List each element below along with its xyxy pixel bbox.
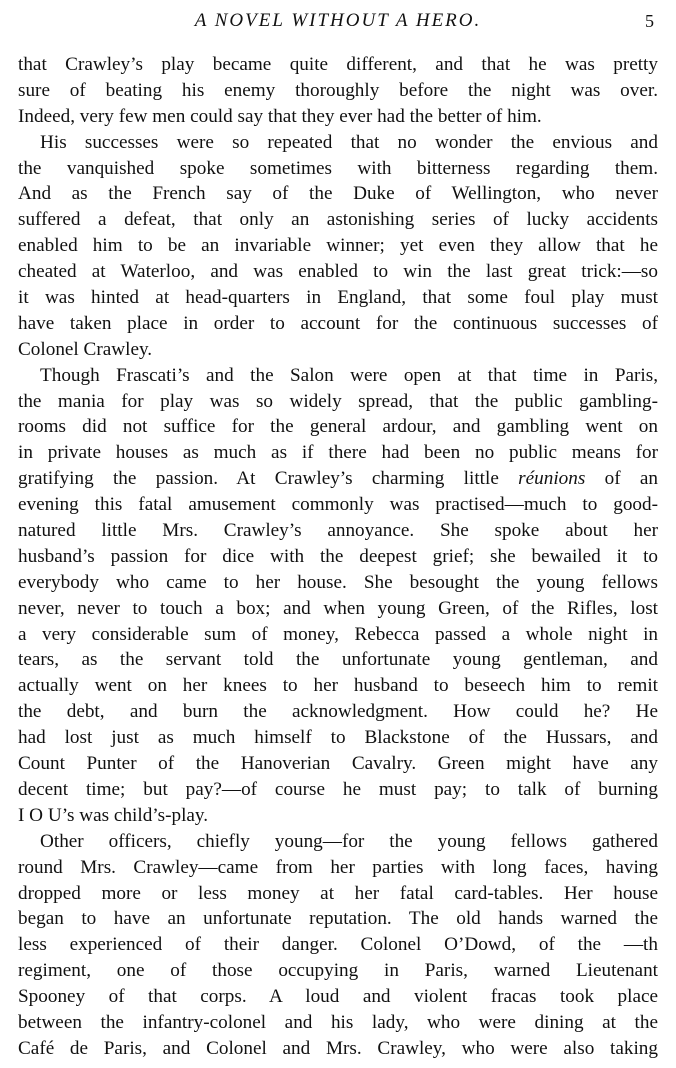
text-line: Spooney of that corps. A loud and violent fracas took place xyxy=(18,986,658,1008)
italic-term: réunions xyxy=(518,468,586,490)
text-line: cheated at Waterloo, and was enabled to win the last great trick:—so xyxy=(18,261,658,283)
page-number: 5 xyxy=(645,11,654,31)
text-line: Count Punter of the Hanoverian Cavalry. Green might have any xyxy=(18,753,658,775)
text-line: evening this fatal amusement commonly was practised—much to good- xyxy=(18,494,658,516)
text-line: the debt, and burn the acknowledgment. How could he? He xyxy=(18,701,658,723)
text-run: gratifying the passion. At Crawley’s charming little xyxy=(18,468,499,490)
text-line: tears, as the servant told the unfortunate young gentleman, and xyxy=(18,649,658,671)
text-line: everybody who came to her house. She besought the young fellows xyxy=(18,571,658,593)
text-line: the mania for play was so widely spread, that the public gambling- xyxy=(18,390,658,412)
text-line: sure of beating his enemy thoroughly before the night was over. xyxy=(18,79,658,101)
text-line: the vanquished spoke sometimes with bitterness regarding them. xyxy=(18,157,658,179)
text-run: of an xyxy=(604,468,659,490)
text-line: natured little Mrs. Crawley’s annoyance. She spoke about her xyxy=(18,520,658,542)
text-line: round Mrs. Crawley—came from her parties with long faces, having xyxy=(18,856,658,878)
text-line: And as the French say of the Duke of Wellington, who never xyxy=(18,183,658,205)
text-line: enabled him to be an invariable winner; yet even they allow that he xyxy=(18,235,658,257)
text-line: husband’s passion for dice with the deepest grief; she bewailed it to xyxy=(18,545,658,567)
text-line: Though Frascati’s and the Salon were open at that time in Paris, xyxy=(40,364,658,386)
running-head xyxy=(18,6,658,36)
text-line: Café de Paris, and Colonel and Mrs. Crawley, who were also taking xyxy=(18,1037,658,1059)
text-line: dropped more or less money at her fatal card-tables. Her house xyxy=(18,882,658,904)
text-line: rooms did not suffice for the general ardour, and gambling went on xyxy=(18,416,658,438)
text-line: never, never to touch a box; and when young Green, of the Rifles, lost xyxy=(18,597,658,619)
text-line: had lost just as much himself to Blackstone of the Hussars, and xyxy=(18,727,658,749)
text-line: that Crawley’s play became quite different, and that he was pretty xyxy=(18,54,658,75)
text-line: Colonel Crawley. xyxy=(18,338,153,360)
text-line: between the infantry-colonel and his lady, who were dining at the xyxy=(18,1011,658,1033)
running-title: A NOVEL WITHOUT A HERO. xyxy=(194,10,482,31)
text-line-mixed xyxy=(18,466,658,492)
text-line: actually went on her knees to her husband to beseech him to remit xyxy=(18,675,658,697)
text-line: regiment, one of those occupying in Paris, warned Lieutenant xyxy=(18,960,658,982)
text-line: began to have an unfortunate reputation. The old hands warned the xyxy=(18,908,658,930)
text-line: less experienced of their danger. Colonel O’Dowd, of the —th xyxy=(18,934,658,956)
text-line: His successes were so repeated that no wonder the envious and xyxy=(40,131,658,153)
text-line: in private houses as much as if there had been no public means for xyxy=(18,442,658,464)
text-line: Indeed, very few men could say that they ever had the better of him. xyxy=(18,105,542,127)
text-line: decent time; but pay?—of course he must pay; to talk of burning xyxy=(18,778,658,800)
text-line: have taken place in order to account for the continuous successes of xyxy=(18,312,658,334)
text-line: I O U’s was child’s-play. xyxy=(18,804,209,826)
text-line: it was hinted at head-quarters in England, that some foul play must xyxy=(18,287,658,309)
body-text xyxy=(18,52,658,1062)
text-line: suffered a defeat, that only an astonishing series of lucky accidents xyxy=(18,209,658,231)
text-line: Other officers, chiefly young—for the young fellows gathered xyxy=(40,830,658,852)
text-line: a very considerable sum of money, Rebecca passed a whole night in xyxy=(18,623,658,645)
